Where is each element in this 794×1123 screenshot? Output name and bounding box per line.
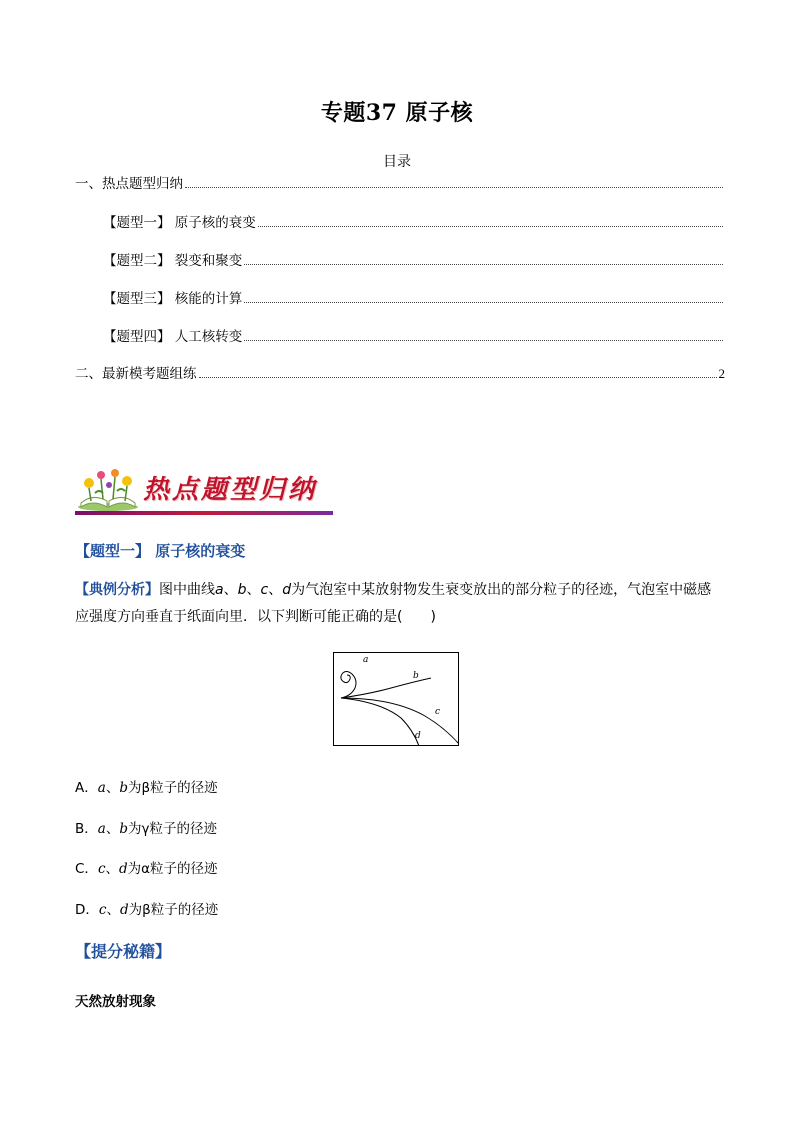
option-text: 为α粒子的径迹 xyxy=(127,861,218,877)
tips-heading: 【提分秘籍】 xyxy=(75,942,172,961)
toc-item-label: 一、热点题型归纳 xyxy=(75,176,183,192)
option-letter: B． xyxy=(75,821,98,837)
toc-item-label: 【题型三】 核能的计算 xyxy=(103,291,243,307)
separator: 、 xyxy=(105,780,120,796)
toc-item-label: 【题型一】 原子核的衰变 xyxy=(103,215,256,231)
label-c: c xyxy=(435,707,441,717)
toc-item-section-2[interactable] xyxy=(75,362,725,382)
toc-item-label: 【题型四】 人工核转变 xyxy=(103,329,243,345)
toc-leader-dots xyxy=(199,377,717,378)
option-text: 为β粒子的径迹 xyxy=(128,902,219,918)
example-text: 为气泡室中某放射物发生衰变放出的部分粒子的径迹，气泡室中磁感应强度方向垂直于纸面向里．以下判断可能正确的是( ) xyxy=(75,582,712,625)
option-text: 为β粒子的径迹 xyxy=(127,780,218,796)
toc-item-type-1[interactable] xyxy=(103,211,725,231)
option-var: a xyxy=(97,780,106,796)
banner-underline xyxy=(75,511,333,515)
example-text: 图中曲线 xyxy=(159,582,215,598)
option-var: c xyxy=(97,861,106,877)
toc-item-label: 【题型二】 裂变和聚变 xyxy=(103,253,243,269)
page-title: 专题37 原子核 xyxy=(320,100,474,126)
open-book-with-flowers-icon xyxy=(75,463,141,513)
option-var: b xyxy=(119,821,128,837)
section-banner xyxy=(75,463,335,517)
option-a[interactable] xyxy=(75,776,218,796)
var-b: b xyxy=(237,582,247,598)
toc-leader-dots xyxy=(244,264,723,265)
toc-item-label: 二、最新模考题组练 xyxy=(75,366,197,382)
separator: 、 xyxy=(105,861,119,877)
separator: 、 xyxy=(268,582,283,598)
tips-subheading: 天然放射现象 xyxy=(75,994,156,1010)
option-var: d xyxy=(119,861,128,877)
label-b: b xyxy=(413,671,419,681)
example-tag: 【典例分析】 xyxy=(75,582,159,598)
separator: 、 xyxy=(106,902,120,918)
toc-page-number: 2 xyxy=(718,366,725,381)
option-var: d xyxy=(119,902,129,918)
example-question xyxy=(75,577,725,631)
separator: 、 xyxy=(246,582,261,598)
banner-title: 热点题型归纳 xyxy=(143,475,318,505)
section-heading: 【题型一】 原子核的衰变 xyxy=(75,542,246,560)
label-d: d xyxy=(415,731,421,741)
toc-heading: 目录 xyxy=(383,154,411,170)
option-letter: A． xyxy=(75,780,98,796)
toc-leader-dots xyxy=(244,340,723,341)
var-c: c xyxy=(260,582,269,598)
option-letter: D． xyxy=(75,902,99,918)
bubble-chamber-figure xyxy=(333,652,459,746)
option-text: 为γ粒子的径迹 xyxy=(127,821,217,837)
toc-item-type-2[interactable] xyxy=(103,249,725,269)
toc-leader-dots xyxy=(258,226,723,227)
toc-leader-dots xyxy=(244,302,723,303)
var-d: d xyxy=(282,582,292,598)
option-var: c xyxy=(98,902,107,918)
separator: 、 xyxy=(105,821,120,837)
toc-item-section-1[interactable] xyxy=(75,172,725,192)
var-a: a xyxy=(215,582,224,598)
option-d[interactable] xyxy=(75,898,218,918)
toc-leader-dots xyxy=(185,187,723,188)
option-letter: C． xyxy=(75,861,98,877)
separator: 、 xyxy=(223,582,238,598)
toc-item-type-4[interactable] xyxy=(103,325,725,345)
toc-item-type-3[interactable] xyxy=(103,287,725,307)
option-var: b xyxy=(119,780,128,796)
label-a: a xyxy=(363,655,369,665)
option-b[interactable] xyxy=(75,817,217,837)
option-var: a xyxy=(97,821,106,837)
option-c[interactable] xyxy=(75,857,218,877)
